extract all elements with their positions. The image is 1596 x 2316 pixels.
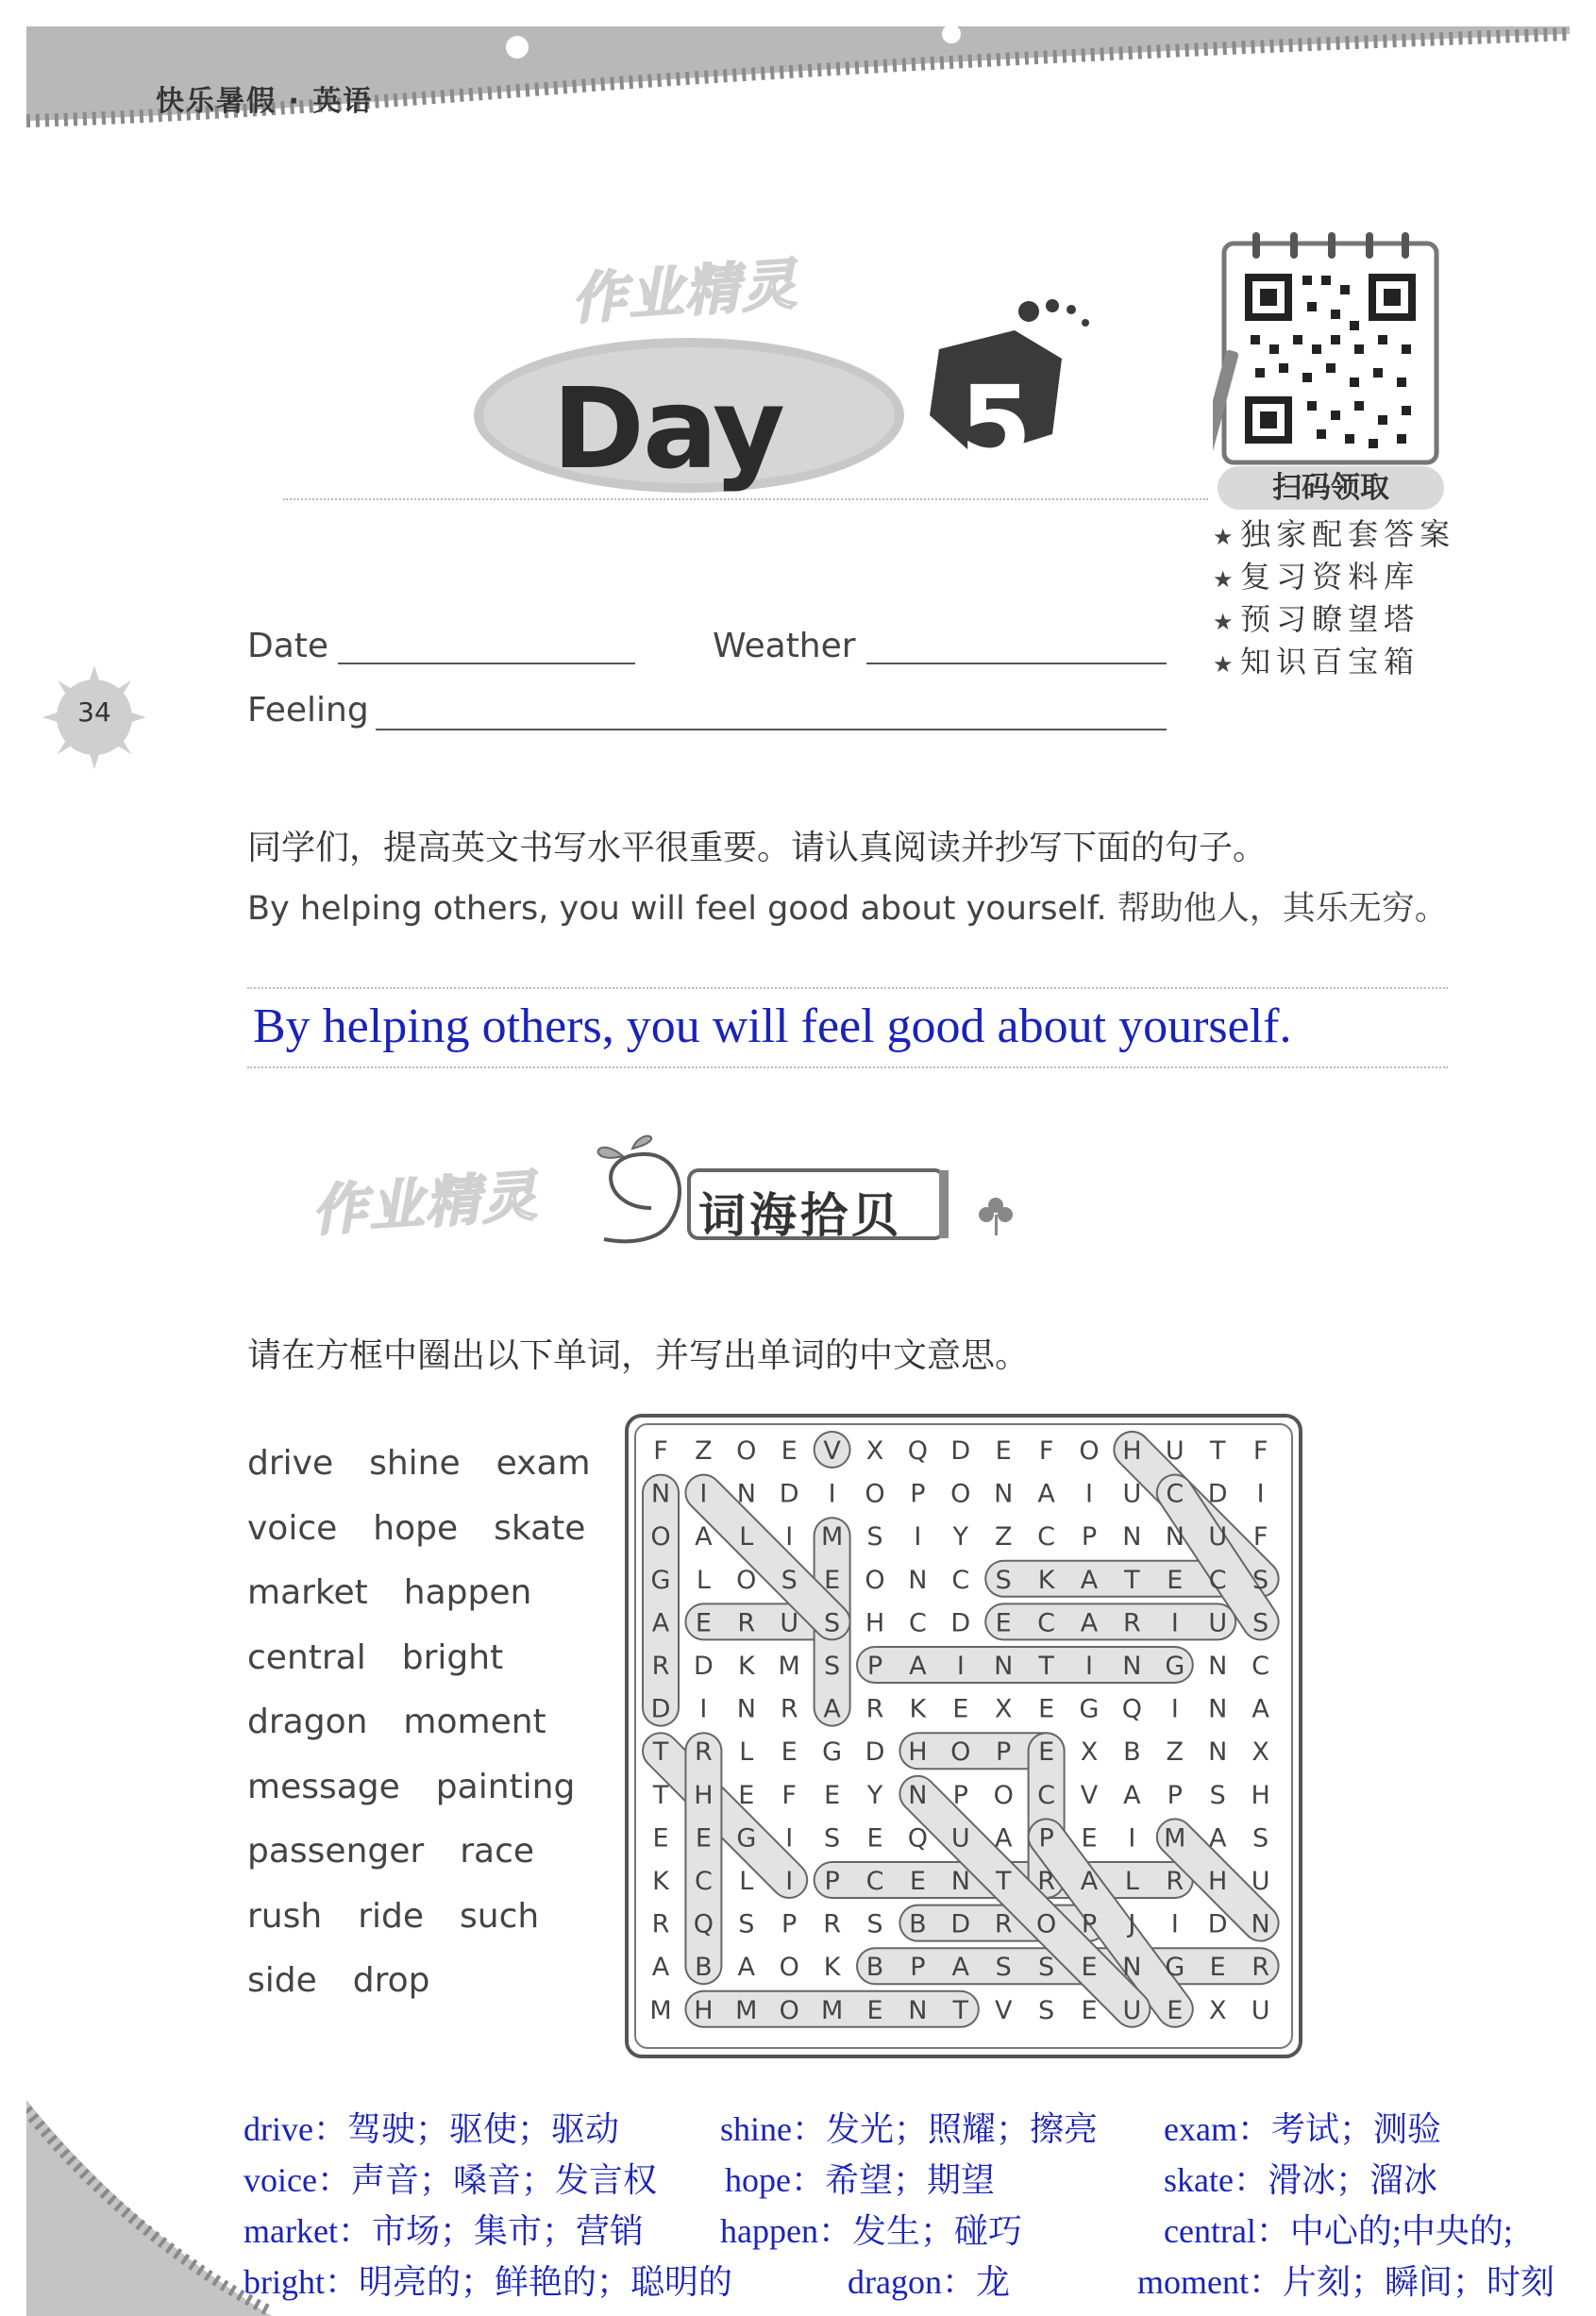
word-item: such [460,1896,540,1936]
word-circle-fill [703,1493,832,1622]
grid-letter: T [652,1780,669,1810]
grid-letter: Q [693,1909,714,1939]
word-item: shine [369,1444,461,1483]
grid-letter: N [736,1479,756,1509]
grid-letter: D [694,1652,714,1681]
grid-letter: A [909,1652,927,1681]
grid-letter: T [952,1995,969,2025]
word-item: drive [247,1444,334,1483]
grid-letter: T [1209,1436,1226,1466]
grid-letter: E [1038,1694,1055,1724]
answer-item: exam：考试；测验 [1164,2110,1441,2148]
grid-letter: M [735,1995,758,2025]
grid-letter: C [1208,1565,1227,1595]
grid-letter: C [694,1867,713,1896]
grid-letter: A [1252,1694,1269,1724]
grid-letter: M [649,1995,672,2025]
grid-letter: G [736,1823,757,1854]
word-item: exam [496,1444,591,1483]
grid-letter: R [1166,1867,1184,1896]
grid-letter: P [781,1909,798,1939]
word-item: drop [352,1961,430,2000]
grid-letter: A [1123,1780,1141,1810]
grid-letter: O [1035,1909,1057,1939]
banner-divider [283,498,1208,500]
grid-letter: E [909,1867,926,1896]
grid-letter: O [779,1953,799,1983]
weather-input-line[interactable] [866,663,1167,664]
grid-letter: C [1037,1780,1056,1810]
grid-letter: I [1128,1823,1136,1854]
word-row [247,1961,625,2026]
grid-letter: R [651,1652,670,1681]
grid-letter: O [650,1522,671,1552]
grid-letter: N [950,1867,970,1896]
grid-letter: Y [866,1780,883,1810]
grid-letter: T [1038,1652,1054,1681]
grid-letter: E [781,1737,798,1768]
word-row [247,1573,625,1638]
grid-letter: I [785,1867,794,1896]
grid-letter: O [865,1479,885,1509]
grid-letter: C [1037,1522,1056,1552]
grid-letter: E [824,1565,841,1595]
grid-letter: B [1123,1737,1141,1768]
grid-letter: S [1252,1565,1269,1595]
grid-letter: S [781,1565,798,1595]
grid-letter: I [914,1522,922,1552]
grid-letter: P [910,1953,926,1983]
word-item: skate [494,1508,586,1548]
grid-letter: E [995,1436,1012,1466]
grid-letter: P [1081,1522,1098,1552]
grid-letter: I [1256,1479,1265,1509]
grid-letter: N [736,1694,756,1724]
answer-row [244,2154,1584,2205]
watermark-middle: 作业精灵 [310,1163,541,1244]
grid-letter: R [1037,1867,1055,1896]
feeling-input-line[interactable] [376,729,1167,730]
day-title: Day [552,363,783,494]
grid-letter: G [1165,1652,1185,1681]
grid-letter: G [822,1737,843,1768]
word-item: voice [247,1508,338,1548]
grid-letter: L [739,1867,754,1896]
grid-letter: S [738,1909,755,1939]
grid-letter: I [1170,1608,1179,1638]
day-number: 5 [959,363,1033,484]
qr-feature-item: ★ 独家配套答案 [1213,514,1455,557]
grid-letter: Q [907,1436,929,1466]
answer-key [244,2103,1584,2307]
grid-letter: H [1208,1867,1228,1896]
grid-letter: H [694,1995,714,2025]
grid-letter: P [1038,1823,1054,1854]
grid-letter: C [1252,1652,1270,1681]
copy-instruction: 同学们，提高英文书写水平很重要。请认真阅读并抄写下面的句子。 [247,829,1268,867]
vocab-section-title: 词海拾贝 [698,1188,902,1243]
grid-letter: B [865,1953,884,1983]
grid-letter: C [1166,1479,1184,1509]
answer-item: skate：滑冰；溜冰 [1164,2161,1437,2199]
word-item: central [247,1637,366,1677]
grid-letter: R [865,1694,884,1724]
grid-letter: F [1038,1436,1054,1466]
grid-letter: N [994,1652,1014,1681]
grid-letter: R [695,1737,713,1768]
grid-letter: L [696,1565,711,1595]
feeling-label: Feeling [247,691,369,730]
word-item: side [247,1961,317,2000]
grid-letter: D [865,1737,885,1768]
grid-letter: Z [994,1522,1013,1552]
grid-letter: E [652,1823,669,1854]
grid-letter: K [1037,1565,1055,1595]
word-row [247,1768,625,1833]
word-item: rush [247,1896,323,1936]
grid-letter: O [950,1737,971,1768]
grid-letter: O [736,1565,757,1595]
grid-letter: D [1207,1479,1228,1509]
grid-letter: S [995,1565,1012,1595]
grid-letter: X [994,1694,1013,1724]
word-item: happen [403,1573,532,1612]
grid-letter: T [995,1867,1012,1896]
grid-letter: H [694,1780,714,1810]
grid-letter: F [781,1780,797,1810]
word-row [247,1703,625,1768]
grid-letter: U [1165,1436,1184,1466]
grid-letter: X [1252,1737,1269,1768]
grid-letter: N [1208,1737,1228,1768]
grid-letter: P [824,1867,840,1896]
grid-letter: E [824,1780,841,1810]
word-row [247,1897,625,1962]
page-number: 34 [77,696,111,728]
grid-letter: I [1170,1694,1179,1724]
grid-letter: A [951,1953,970,1983]
grid-letter: G [650,1565,671,1595]
grid-letter: I [1085,1479,1093,1509]
answer-row [244,2256,1584,2307]
grid-letter: S [1209,1780,1226,1810]
grid-letter: E [695,1608,712,1638]
grid-letter: I [956,1652,965,1681]
date-label: Date [247,627,329,665]
word-list [247,1444,625,2026]
grid-letter: I [785,1823,794,1854]
grid-letter: S [1252,1608,1269,1638]
word-item: bright [401,1637,504,1677]
grid-letter: N [1122,1522,1142,1552]
grid-letter: E [866,1995,883,2025]
word-row [247,1832,625,1897]
grid-letter: U [1122,1479,1142,1509]
grid-letter: A [823,1694,841,1724]
grid-letter: C [908,1608,927,1638]
grid-letter: U [780,1608,799,1638]
grid-letter: A [1080,1608,1099,1638]
grid-letter: N [908,1995,928,2025]
grid-letter: I [699,1479,708,1509]
grid-letter: S [824,1608,841,1638]
grid-letter: E [866,1823,883,1854]
grid-letter: D [950,1909,971,1939]
grid-letter: D [650,1694,671,1724]
grid-letter: R [651,1909,670,1939]
writing-line-bottom [247,1066,1448,1068]
word-item: race [460,1832,535,1871]
grid-letter: P [1167,1780,1183,1810]
grid-letter: B [909,1909,927,1939]
grid-letter: O [736,1436,757,1466]
grid-letter: R [780,1694,798,1724]
grid-letter: P [866,1652,883,1681]
qr-feature-item: ★ 预习瞭望塔 [1213,599,1455,642]
grid-letter: A [651,1608,670,1638]
answer-item: moment：片刻；瞬间；时刻 [1137,2263,1554,2301]
grid-letter: R [737,1608,756,1638]
grid-letter: S [995,1953,1012,1983]
grid-letter: E [738,1780,755,1810]
answer-item: drive：驾驶；驱使；驱动 [244,2110,619,2148]
answer-item: bright：明亮的；鲜艳的；聪明的 [244,2263,732,2301]
grid-letter: O [950,1479,971,1509]
grid-letter: E [995,1608,1012,1638]
word-row [247,1509,625,1574]
grid-letter: A [994,1823,1013,1854]
grid-letter: N [650,1479,671,1509]
grid-letter: E [1081,1823,1098,1854]
grid-letter: N [1165,1522,1184,1552]
grid-letter: S [1252,1823,1269,1854]
word-item: dragon [247,1703,368,1741]
word-row [247,1638,625,1703]
grid-letter: K [909,1694,927,1724]
grid-letter: I [1085,1652,1093,1681]
answer-item: voice：声音；嗓音；发言权 [244,2161,657,2199]
grid-letter: E [1167,1995,1184,2025]
grid-letter: F [653,1436,668,1466]
grid-letter: N [1251,1909,1270,1939]
grid-letter: P [996,1737,1012,1768]
grid-letter: U [1122,1995,1142,2025]
grid-letter: M [820,1995,844,2025]
grid-letter: N [1122,1953,1142,1983]
grid-letter: H [908,1737,928,1768]
grid-letter: U [1208,1608,1228,1638]
grid-letter: I [828,1479,836,1509]
word-item: hope [373,1508,459,1548]
grid-letter: R [1123,1608,1141,1638]
grid-letter: I [1170,1909,1179,1939]
word-item: painting [435,1767,576,1806]
grid-letter: D [950,1436,971,1466]
copied-sentence: By helping others, you will feel good about yourself. [253,999,1292,1053]
grid-letter: E [1167,1565,1184,1595]
word-item: message [247,1767,400,1806]
grid-letter: E [1081,1953,1098,1983]
grid-letter: L [1124,1867,1139,1896]
grid-letter: E [1209,1953,1226,1983]
grid-letter: S [824,1652,841,1681]
grid-letter: K [737,1652,755,1681]
grid-letter: P [910,1479,926,1509]
answer-item: hope：希望；期望 [725,2161,995,2199]
grid-letter: Y [952,1522,969,1552]
grid-letter: N [994,1479,1014,1509]
grid-letter: D [950,1608,971,1638]
grid-letter: A [695,1522,713,1552]
grid-letter: Q [1121,1694,1143,1724]
grid-letter: E [952,1694,969,1724]
qr-scan-label: 扫码领取 [1218,466,1444,510]
qr-feature-item: ★ 复习资料库 [1213,557,1455,599]
grid-letter: X [1208,1995,1227,2025]
grid-letter: D [1207,1909,1228,1939]
grid-letter: A [1037,1479,1055,1509]
grid-letter: S [866,1909,883,1939]
grid-letter: R [1252,1953,1269,1983]
grid-letter: G [1165,1953,1185,1983]
grid-letter: T [652,1737,669,1768]
word-item: moment [403,1703,546,1741]
grid-letter: H [1251,1780,1270,1810]
grid-letter: F [1252,1436,1268,1466]
grid-letter: R [994,1909,1013,1939]
word-item: ride [358,1896,425,1936]
grid-letter: O [779,1995,799,2025]
grid-letter: U [1251,1995,1270,2025]
grid-letter: M [778,1652,800,1681]
grid-letter: P [952,1780,968,1810]
answer-row [244,2103,1584,2154]
model-sentence: By helping others, you will feel good about yourself. 帮助他人，其乐无穷。 [247,890,1448,928]
answer-item: happen：发生；碰巧 [720,2212,1022,2250]
grid-letter: H [1122,1436,1142,1466]
answer-item: shine：发光；照耀；擦亮 [720,2110,1098,2148]
answer-item: market：市场；集市；营销 [244,2212,644,2250]
vocab-instruction: 请在方框中圈出以下单词，并写出单词的中文意思。 [247,1336,1030,1375]
weather-label: Weather [713,627,856,665]
grid-letter: U [950,1823,970,1854]
grid-letter: V [994,1995,1013,2025]
grid-letter: C [951,1565,970,1595]
grid-letter: K [823,1953,841,1983]
answer-row [244,2205,1584,2256]
word-search-grid [625,1414,1302,2058]
grid-letter: R [823,1909,841,1939]
grid-letter: N [1208,1694,1228,1724]
grid-letter: N [1208,1652,1228,1681]
grid-letter: Q [907,1823,929,1854]
grid-letter: L [739,1737,754,1768]
grid-letter: N [1122,1652,1142,1681]
word-row [247,1444,625,1509]
grid-letter: F [1252,1522,1268,1552]
grid-letter: A [1080,1565,1099,1595]
grid-letter: O [993,1780,1014,1810]
writing-line-top [247,987,1448,989]
word-item: passenger [247,1832,425,1871]
grid-letter: S [866,1522,883,1552]
grid-letter: H [865,1608,885,1638]
grid-letter: A [1208,1823,1227,1854]
grid-letter: O [1079,1436,1100,1466]
grid-letter: T [1124,1565,1140,1595]
grid-letter: C [865,1867,884,1896]
grid-letter: P [1081,1909,1098,1939]
watermark-top: 作业精灵 [569,251,800,332]
grid-letter: V [1080,1780,1099,1810]
qr-feature-item: ★ 知识百宝箱 [1213,642,1455,684]
grid-letter: O [865,1565,885,1595]
grid-letter: A [737,1953,756,1983]
grid-letter: X [1080,1737,1099,1768]
grid-letter: S [1038,1995,1055,2025]
grid-letter: L [739,1522,754,1552]
grid-letter: S [824,1823,841,1854]
grid-letter: C [1037,1608,1056,1638]
grid-letter: D [779,1479,799,1509]
grid-letter: E [1081,1995,1098,2025]
grid-letter: S [1038,1953,1055,1983]
qr-feature-list [1213,514,1455,684]
grid-letter: K [652,1867,669,1896]
word-item: market [247,1573,368,1612]
grid-letter: M [820,1522,844,1552]
answer-item: central：中心的;中央的; [1164,2212,1513,2250]
grid-letter: X [865,1436,884,1466]
grid-letter: A [651,1953,670,1983]
grid-letter: U [1251,1867,1270,1896]
date-input-line[interactable] [338,663,635,664]
grid-letter: Z [695,1436,713,1466]
grid-letter: B [695,1953,713,1983]
grid-letter: V [823,1436,841,1466]
grid-letter: E [1038,1737,1055,1768]
grid-letter: I [785,1522,794,1552]
grid-letter: Z [1166,1737,1184,1768]
grid-letter: G [1079,1694,1100,1724]
footer-decoration [26,2100,272,2316]
header-title: 快乐暑假 · 英语 [156,85,374,118]
grid-letter: J [1128,1909,1136,1939]
grid-letter: I [699,1694,708,1724]
grid-letter: U [1208,1522,1228,1552]
answer-item: dragon：龙 [848,2263,1010,2301]
grid-letter: M [1164,1823,1186,1854]
grid-letter: E [781,1436,798,1466]
grid-letter: N [908,1780,928,1810]
grid-letter: A [1080,1867,1099,1896]
grid-letter: E [695,1823,712,1854]
word-circle-fill [661,1751,789,1880]
grid-letter: N [908,1565,928,1595]
